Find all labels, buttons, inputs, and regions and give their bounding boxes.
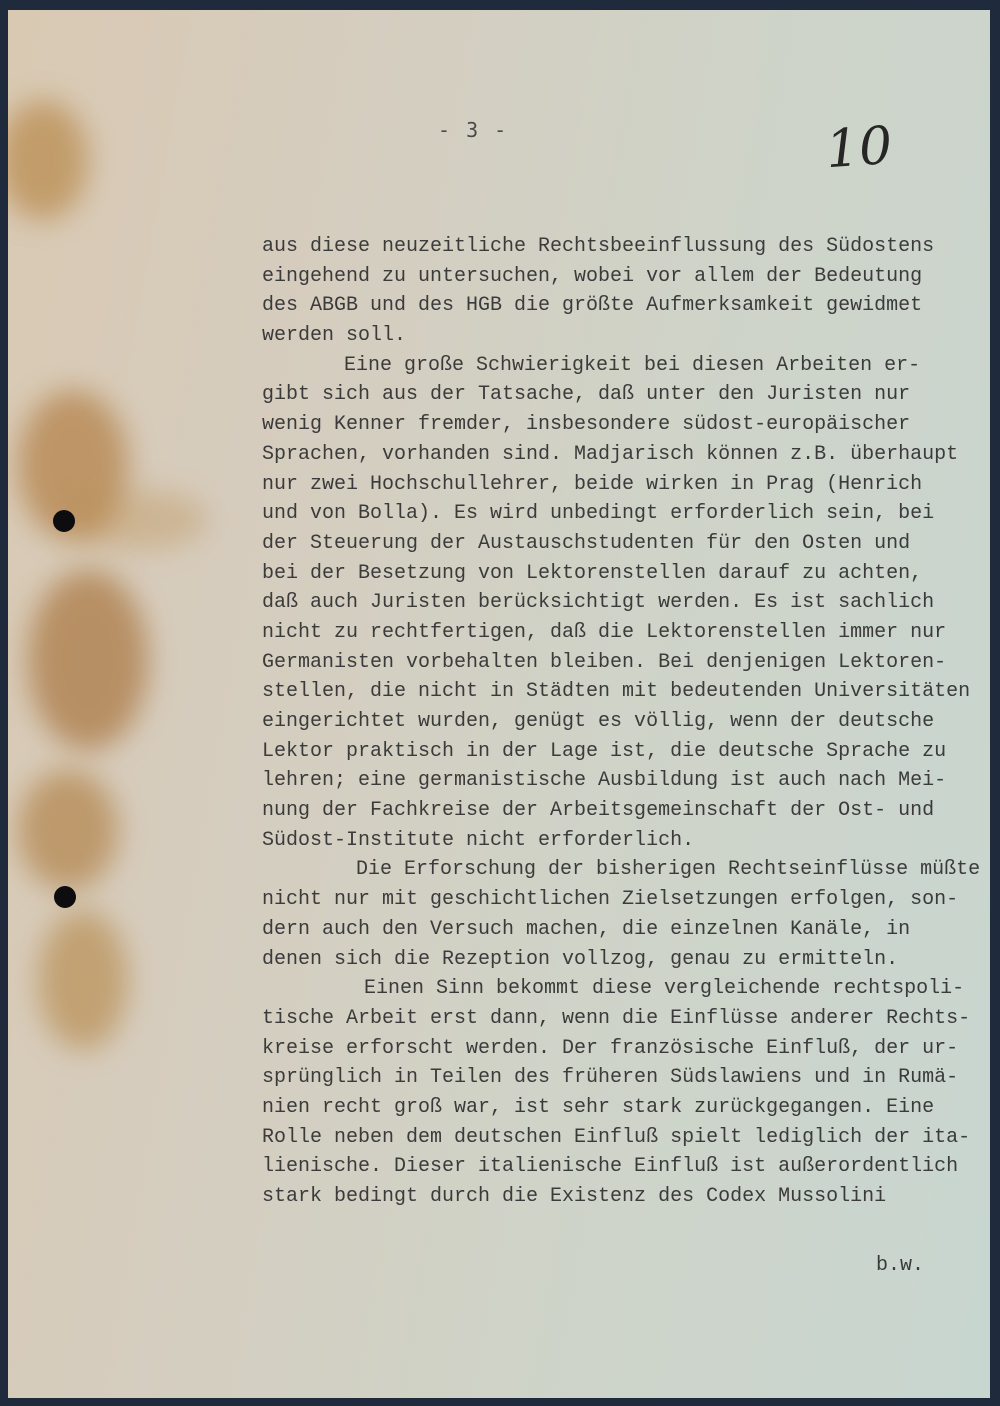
text-line: nur zwei Hochschullehrer, beide wirken in Prag (Henrich <box>262 472 923 496</box>
text-line: werden soll. <box>262 324 407 348</box>
text-line: aus diese neuzeitliche Rechtsbeeinflussung des Südostens <box>262 235 935 258</box>
rust-stain <box>38 910 128 1050</box>
punch-hole <box>53 510 75 532</box>
rust-stain <box>8 100 88 220</box>
paragraph <box>262 974 982 1212</box>
rust-stain <box>28 570 148 750</box>
text-line: Germanisten vorbehalten bleiben. Bei denjenigen Lektoren- <box>262 650 947 674</box>
text-line: lehren; eine germanistische Ausbildung ist auch nach Mei- <box>262 769 947 793</box>
text-line: nien recht groß war, ist sehr stark zurückgegangen. Eine <box>262 1095 935 1119</box>
punch-hole <box>54 886 76 908</box>
text-line: nicht zu rechtfertigen, daß die Lektorenstellen immer nur <box>262 620 947 644</box>
text-line: Die Erforschung der bisherigen Rechtseinflüsse müßte <box>356 858 981 882</box>
paragraph <box>262 232 982 351</box>
text-line: und von Bolla). Es wird unbedingt erforderlich sein, bei <box>262 502 935 526</box>
text-line: denen sich die Rezeption vollzog, genau zu ermitteln. <box>262 947 899 971</box>
text-line: lienische. Dieser italienische Einfluß ist außerordentlich <box>262 1155 959 1179</box>
text-line: Sprachen, vorhanden sind. Madjarisch können z.B. überhaupt <box>262 442 959 466</box>
text-line: stark bedingt durch die Existenz des Codex Mussolini <box>262 1185 887 1208</box>
text-line: der Steuerung der Austauschstudenten für den Osten und <box>262 531 911 555</box>
text-line: kreise erforscht werden. Der französische Einfluß, der ur- <box>262 1036 959 1060</box>
text-line: tische Arbeit erst dann, wenn die Einflüsse anderer Rechts- <box>262 1006 971 1030</box>
text-line: Lektor praktisch in der Lage ist, die deutsche Sprache zu <box>262 739 947 763</box>
rust-stain <box>18 770 118 890</box>
paragraph <box>262 855 982 974</box>
text-line: daß auch Juristen berücksichtigt werden. Es ist sachlich <box>262 591 935 615</box>
text-line: eingehend zu untersuchen, wobei vor allem der Bedeutung <box>262 264 923 288</box>
text-line: bei der Besetzung von Lektorenstellen darauf zu achten, <box>262 561 923 585</box>
continuation-note: b.w. <box>876 1254 925 1277</box>
text-line: Südost-Institute nicht erforderlich. <box>262 828 695 852</box>
text-line: des ABGB und des HGB die größte Aufmerksamkeit gewidmet <box>262 294 923 318</box>
text-line: wenig Kenner fremder, insbesondere südost-europäischer <box>262 413 911 437</box>
text-line: stellen, die nicht in Städten mit bedeutenden Universitäten <box>262 680 971 704</box>
text-line: Rolle neben dem deutschen Einfluß spielt lediglich der ita- <box>262 1125 971 1149</box>
text-line: sprünglich in Teilen des früheren Südslawiens und in Rumä- <box>262 1066 959 1090</box>
body-text <box>262 232 982 1212</box>
text-line: nicht nur mit geschichtlichen Zielsetzungen erfolgen, son- <box>262 888 959 912</box>
text-line: Eine große Schwierigkeit bei diesen Arbeiten er- <box>344 353 921 377</box>
page-number: - 3 - <box>438 118 509 142</box>
text-line: Einen Sinn bekommt diese vergleichende rechtspoli- <box>364 977 965 1001</box>
text-line: eingerichtet wurden, genügt es völlig, wenn der deutsche <box>262 710 935 733</box>
text-line: dern auch den Versuch machen, die einzelnen Kanäle, in <box>262 917 911 941</box>
handwritten-folio-number: 10 <box>823 115 895 181</box>
text-line: gibt sich aus der Tatsache, daß unter den Juristen nur <box>262 383 911 407</box>
paragraph <box>262 351 982 856</box>
rust-stain <box>68 490 208 550</box>
text-line: nung der Fachkreise der Arbeitsgemeinschaft der Ost- und <box>262 799 935 823</box>
